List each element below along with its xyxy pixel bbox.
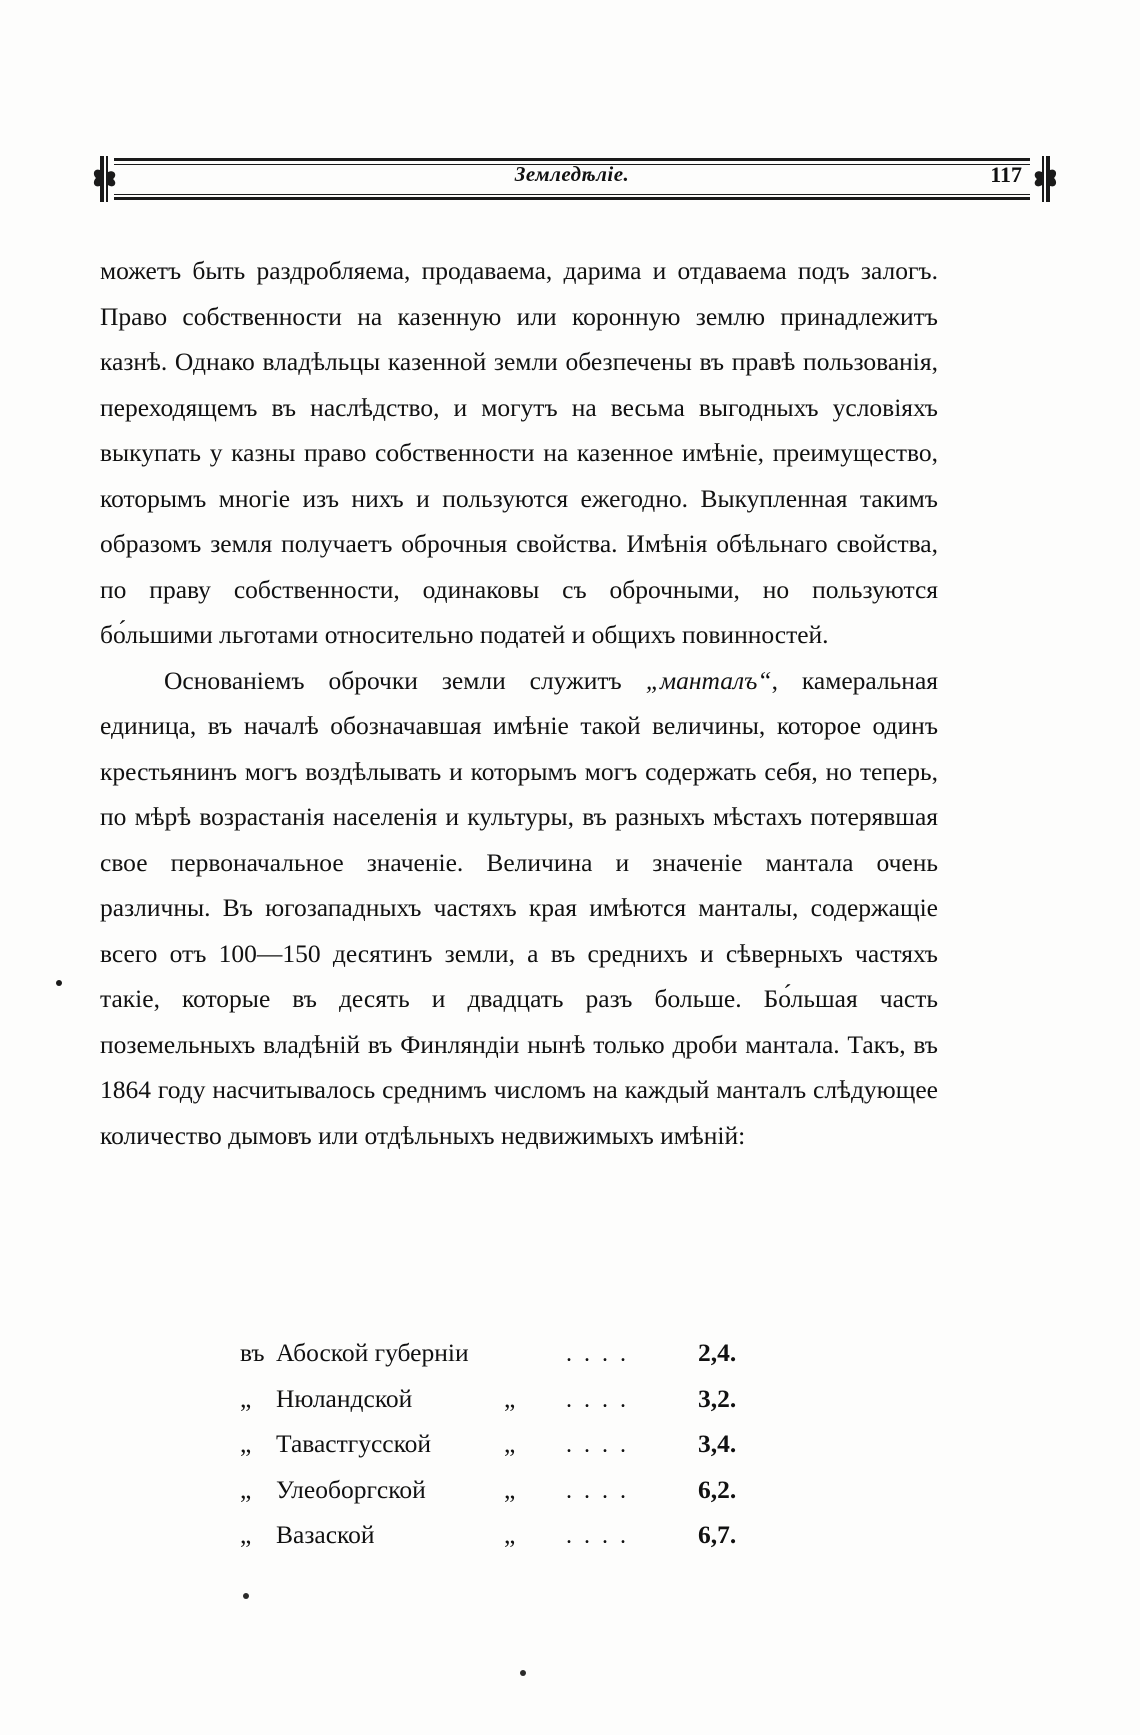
list-item-ditto: „ [504, 1429, 516, 1458]
fleuron-right-icon [1032, 154, 1058, 204]
list-item [240, 1512, 860, 1558]
list-item-value: 2,4. [698, 1338, 737, 1367]
paragraph-1: можетъ быть раздробляема, продаваема, дарима и отдаваема подъ залогъ. Право собственности на казенную или коронную землю принадлежитъ казнѣ. Однако владѣльцы казенной земли обезпечены въ правѣ пользованія, переходящемъ въ наслѣдство, и могутъ на весьма выгодныхъ условіяхъ выкупать у казны право собственности на казенное имѣніе, преимущество, которымъ многіе изъ нихъ и пользуются ежегодно. Выкупленная такимъ образомъ земля получаетъ оброчныя свойства. Имѣнія обѣльнаго свойства, по праву собственности, одинаковы съ оброчными, но пользуются бо́льшими льготами относительно податей и общихъ повинностей. [100, 256, 938, 649]
list-item [240, 1330, 860, 1376]
list-item-prefix: „ [240, 1520, 252, 1549]
running-title: Земледѣліе. [514, 162, 630, 186]
page-speck [520, 1670, 526, 1676]
list-item-leader: .... [566, 1477, 638, 1504]
margin-mark [56, 980, 62, 986]
list-item-value: 6,2. [698, 1474, 737, 1504]
list-item-leader: .... [566, 1432, 638, 1458]
list-item-label: Нюландской [276, 1383, 413, 1413]
list-item-prefix: въ [240, 1338, 265, 1367]
paragraph-2-part-1: Основаніемъ оброчки земли служитъ [164, 665, 646, 695]
list-item-ditto: „ [504, 1383, 516, 1413]
list-item-prefix: „ [240, 1383, 252, 1413]
list-item-ditto: „ [504, 1520, 516, 1549]
list-item-label: Тавастгусской [276, 1429, 432, 1458]
page-number: 117 [990, 162, 1022, 187]
statistics-list [240, 1330, 860, 1558]
list-item-leader: .... [566, 1523, 638, 1549]
paragraph-2 [100, 658, 938, 1159]
list-item-label: Улеоборгской [276, 1474, 426, 1504]
list-item [240, 1467, 860, 1513]
list-item-label: Абоской губерніи [276, 1338, 469, 1367]
page-header [92, 150, 1052, 208]
list-item-ditto: „ [504, 1474, 516, 1504]
list-item [240, 1376, 860, 1422]
term-mantal: „манталъ“ [645, 665, 772, 695]
list-item-leader: .... [566, 1386, 638, 1413]
body-text [100, 248, 938, 1158]
page-speck [243, 1593, 249, 1599]
list-item-value: 3,4. [698, 1429, 737, 1458]
header-inner-rule [114, 194, 1030, 195]
list-item-label: Вазаской [276, 1520, 375, 1549]
list-item-value: 3,2. [698, 1383, 737, 1413]
list-item-prefix: „ [240, 1429, 252, 1458]
list-item-value: 6,7. [698, 1520, 737, 1549]
paragraph-2-part-2: , камеральная единица, въ началѣ обозначавшая имѣніе такой величины, которое одинъ крестьянинъ могъ воздѣлывать и которымъ могъ содержать себя, но теперь, по мѣрѣ возрастанія населенія и культуры, въ разныхъ мѣстахъ потерявшая свое первоначальное значеніе. Величина и значеніе мантала очень различны. Въ югозападныхъ частяхъ края имѣются манталы, содержащіе всего отъ 100—150 десятинъ земли, а въ среднихъ и сѣверныхъ частяхъ такіе, которые въ десять и двадцать разъ больше. Бо́льшая часть поземельныхъ владѣній въ Финляндіи нынѣ только дроби мантала. Такъ, въ 1864 году насчитывалось среднимъ числомъ на каждый манталъ слѣдующее количество дымовъ или отдѣльныхъ недвижимыхъ имѣній: [100, 665, 938, 1150]
list-item-leader: .... [566, 1341, 638, 1367]
list-item [240, 1421, 860, 1467]
list-item-prefix: „ [240, 1474, 252, 1504]
